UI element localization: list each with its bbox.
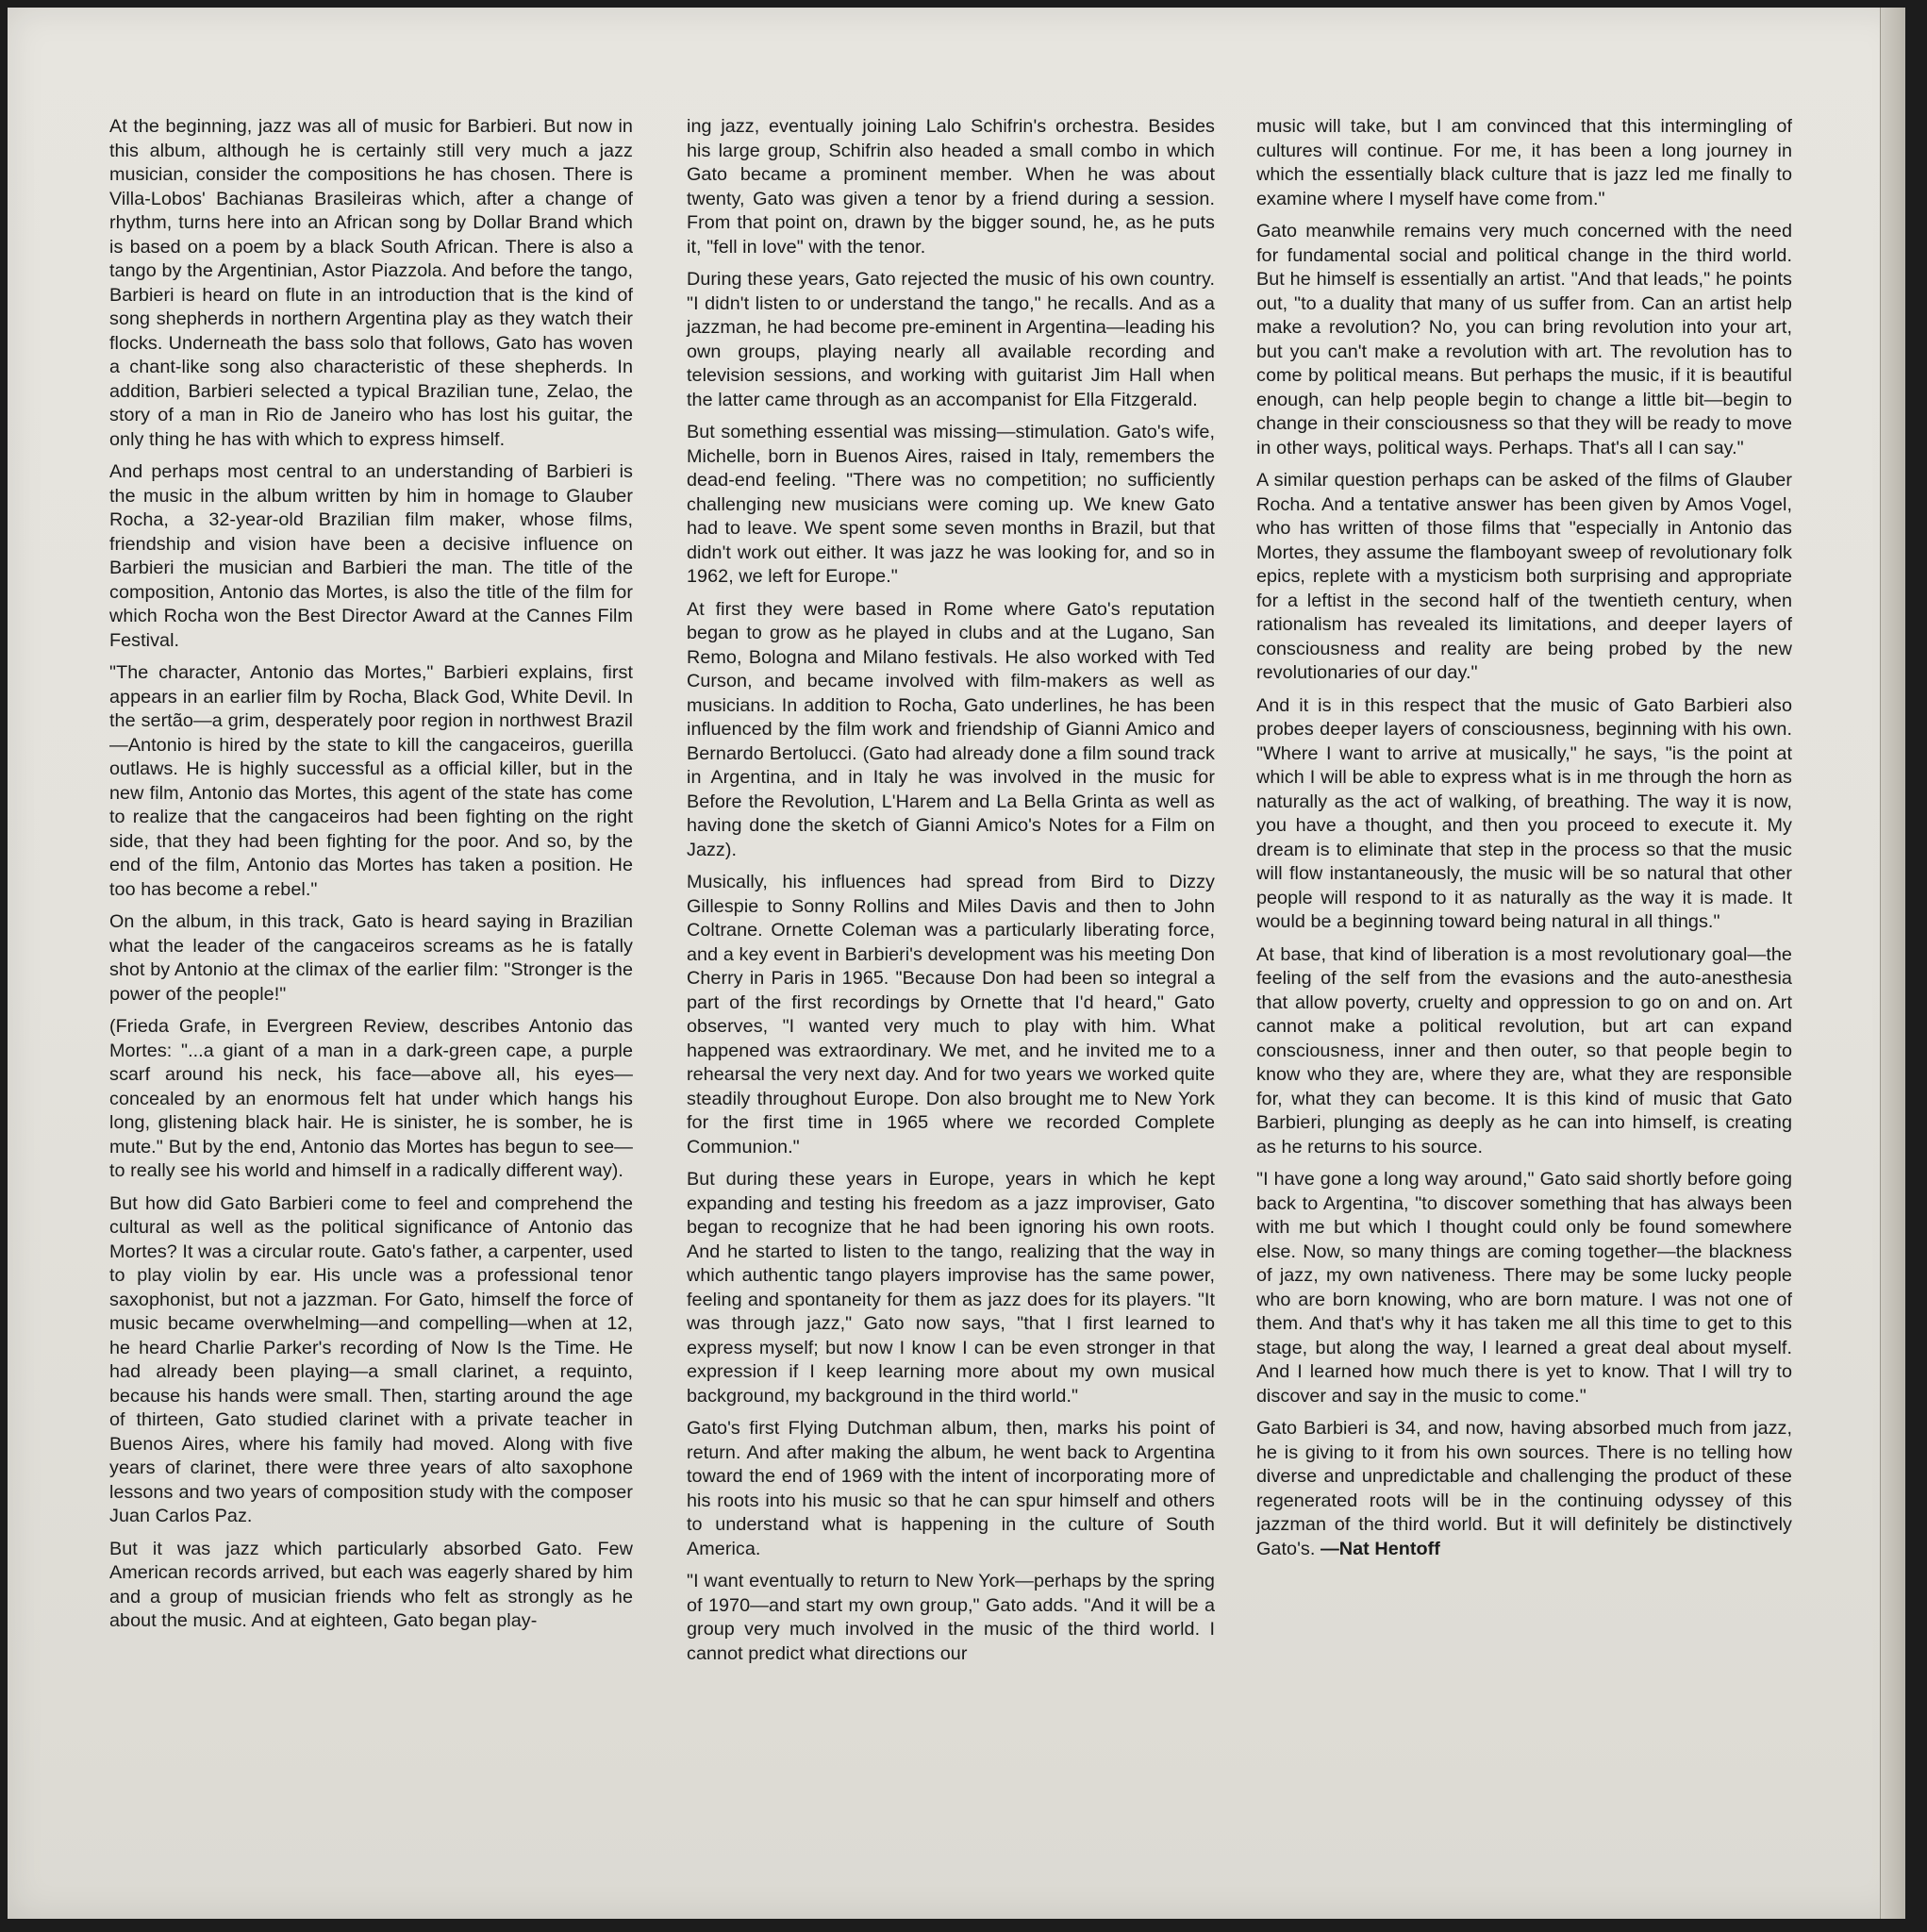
final-paragraph [1256,1417,1792,1561]
author-signoff: —Nat Hentoff [1320,1538,1440,1559]
paragraph: At the beginning, jazz was all of music for Barbieri. But now in this album, although he is certainly still very much a jazz musician, consider the compositions he has chosen. There is Villa-Lobos' Bachianas Brasileiras which, after a change of rhythm, turns here into an African song by Dollar Brand which is based on a poem by a black South African. There is also a tango by the Argentinian, Astor Piazzola. And before the tango, Barbieri is heard on flute in an introduction that is the kind of song shepherds in northern Argentina play as they watch their flocks. Underneath the bass solo that follows, Gato has woven a chant-like song also characteristic of these shepherds. In addition, Barbieri selected a typical Brazilian tune, Zelao, the story of a man in Rio de Janeiro who has lost his guitar, the only thing he has with which to express himself. [109,116,633,450]
album-liner-notes-page [8,8,1905,1919]
paragraph: But during these years in Europe, years in which he kept expanding and testing his freedom as a jazz improviser, Gato began to recognize that he had been ignoring his own roots. And he started to listen to the tango, realizing that the way in which authentic tango players improvise has the same power, feeling and spontaneity for them as jazz does for its players. "It was through jazz," Gato now says, "that I first learned to express myself; but now I know I can be even stronger in that expression if I keep learning more about my own musical background, my background in the third world." [687,1169,1215,1407]
paragraph: At base, that kind of liberation is a most revolutionary goal—the feeling of the self from the evasions and the auto-anesthesia that allow poverty, cruelty and oppression to go on and on. Art cannot make a political revolution, but art can expand consciousness, inner and then outer, so that people begin to know who they are, where they are, what they are responsible for, what they can become. It is this kind of music that Gato Barbieri, plunging as deeply as he can into himself, is creating as he returns to his source. [1256,943,1792,1158]
paragraph: At first they were based in Rome where Gato's reputation began to grow as he played in clubs and at the Lugano, San Remo, Bologna and Milano festivals. He also worked with Ted Curson, and became involved with film-makers as well as musicians. In addition to Rocha, Gato underlines, he has been influenced by the film work and friendship of Gianni Amico and Bernardo Bertolucci. (Gato had already done a film sound track in Argentina, and in Italy he was involved in the music for Before the Revolution, L'Harem and La Bella Grinta as well as having done the sketch of Gianni Amico's Notes for a Film on Jazz). [687,598,1215,860]
column-1 [109,115,633,1642]
column-2 [687,115,1215,1674]
paragraph: "I have gone a long way around," Gato said shortly before going back to Argentina, "to discover something that has always been with me but which I thought could only be found somewhere else. Now, so many things are coming together—the blackness of jazz, my own nativeness. There may be some lucky people who are born knowing, who are born mature. I was not one of them. And that's why it has taken me all this time to get to this stage, but along the way, I learned a great deal about myself. And I learned how much there is yet to know. That I will try to discover and say in the music to come." [1256,1169,1792,1407]
paragraph: "The character, Antonio das Mortes," Barbieri explains, first appears in an earlier film by Rocha, Black God, White Devil. In the sertão—a grim, desperately poor region in northwest Brazil—Antonio is hired by the state to kill the cangaceiros, guerilla outlaws. He is highly successful as a official killer, but in the new film, Antonio das Mortes, this agent of the state has come to realize that the cangaceiros had been fighting on the right side, that they had been fighting for the poor. And so, by the end of the film, Antonio das Mortes has taken a position. He too has become a rebel." [109,662,633,900]
paragraph: But how did Gato Barbieri come to feel and comprehend the cultural as well as the political significance of Antonio das Mortes? It was a circular route. Gato's father, a carpenter, used to play violin by ear. His uncle was a professional tenor saxophonist, but not a jazzman. For Gato, himself the force of music became overwhelming—and compelling—when at 12, he heard Charlie Parker's recording of Now Is the Time. He had already been playing—a small clarinet, a requinto, because his hands were small. Then, starting around the age of thirteen, Gato studied clarinet with a private teacher in Buenos Aires, where his family had moved. Along with five years of clarinet, there were three years of alto saxophone lessons and two years of composition study with the composer Juan Carlos Paz. [109,1192,633,1526]
paragraph: A similar question perhaps can be asked of the films of Glauber Rocha. And a tentative answer has been given by Amos Vogel, who has written of those films that "especially in Antonio das Mortes, they assume the flamboyant sweep of revolutionary folk epics, replete with a mysticism both surprising and appropriate for a leftist in the second half of the twentieth century, when rationalism has revealed its limitations, and deeper layers of consciousness and reality are being probed by the new revolutionaries of our day." [1256,470,1792,683]
paragraph: "I want eventually to return to New York—perhaps by the spring of 1970—and start my own group," Gato adds. "And it will be a group very much involved in the music of the third world. I cannot predict what directions our [687,1571,1215,1664]
column-3 [1256,115,1792,1570]
paragraph: ing jazz, eventually joining Lalo Schifrin's orchestra. Besides his large group, Schifrin also headed a small combo in which Gato became a prominent member. When he was about twenty, Gato was given a tenor by a friend during a session. From that point on, drawn by the bigger sound, he, as he puts it, "fell in love" with the tenor. [687,116,1215,258]
paragraph: But it was jazz which particularly absorbed Gato. Few American records arrived, but each was eagerly shared by him and a group of musician friends who felt as strongly as he about the music. And at eighteen, Gato began play- [109,1538,633,1631]
paragraph: During these years, Gato rejected the music of his own country. "I didn't listen to or understand the tango," he recalls. And as a jazzman, he had become pre-eminent in Argentina—leading his own groups, playing nearly all available recording and television sessions, and working with guitarist Jim Hall when the latter came through as an accompanist for Ella Fitzgerald. [687,269,1215,410]
paragraph: On the album, in this track, Gato is heard saying in Brazilian what the leader of the cangaceiros screams as he is fatally shot by Antonio at the climax of the earlier film: "Stronger is the power of the people!" [109,911,633,1005]
paragraph: Musically, his influences had spread from Bird to Dizzy Gillespie to Sonny Rollins and Miles Davis and then to John Coltrane. Ornette Coleman was a particularly liberating force, and a key event in Barbieri's development was his meeting Don Cherry in Paris in 1965. "Because Don had been so integral a part of the first recordings by Ornette that I'd heard," Gato observes, "I wanted very much to play with him. What happened was extraordinary. We met, and he invited me to a rehearsal the very next day. And for two years we worked quite steadily throughout Europe. Don also brought me to New York for the first time in 1965 where we recorded Complete Communion." [687,872,1215,1158]
paragraph: Gato meanwhile remains very much concerned with the need for fundamental social and political change in the third world. But he himself is essentially an artist. "And that leads," he points out, "to a duality that many of us suffer from. Can an artist help make a revolution? No, you can bring revolution into your art, but you can't make a revolution with art. The revolution has to come by political means. But perhaps the music, if it is beautiful enough, can help people begin to change a little bit—begin to change in their consciousness so that they will be ready to move in other ways, political ways. Perhaps. That's all I can say." [1256,221,1792,458]
paragraph: music will take, but I am convinced that this intermingling of cultures will continue. For me, it has been a long journey in which the essentially black culture that is jazz led me finally to examine where I myself have come from." [1256,116,1792,209]
paragraph-text: Gato Barbieri is 34, and now, having absorbed much from jazz, he is giving to it from his own sources. There is no telling how diverse and unpredictable and challenging the product of these regenerated roots will be in the continuing odyssey of this jazzman of the third world. But it will definitely be distinctively Gato's. [1256,1418,1792,1559]
paragraph: But something essential was missing—stimulation. Gato's wife, Michelle, born in Buenos Aires, raised in Italy, remembers the dead-end feeling. "There was no competition; no sufficiently challenging new musicians were coming up. We knew Gato had to leave. We spent some seven months in Brazil, but that didn't work out either. It was jazz he was looking for, and so in 1962, we left for Europe." [687,422,1215,587]
paragraph: And perhaps most central to an understanding of Barbieri is the music in the album written by him in homage to Glauber Rocha, a 32-year-old Brazilian film maker, whose films, friendship and vision have been a decisive influence on Barbieri the musician and Barbieri the man. The title of the composition, Antonio das Mortes, is also the title of the film for which Rocha won the Best Director Award at the Cannes Film Festival. [109,461,633,651]
paragraph: And it is in this respect that the music of Gato Barbieri also probes deeper layers of consciousness, beginning with his own. "Where I want to arrive at musically," he says, "is the point at which I will be able to express what is in me through the horn as naturally as the act of walking, of breathing. The way it is now, you have a thought, and then you proceed to execute it. My dream is to eliminate that step in the process so that the music will flow instantaneously, the music will be so natural that other people will respond to it as naturally as the way it is made. It would be a beginning toward being natural in all things." [1256,694,1792,932]
sleeve-edge [1880,8,1905,1919]
paragraph: Gato's first Flying Dutchman album, then, marks his point of return. And after making the album, he went back to Argentina toward the end of 1969 with the intent of incorporating more of his roots into his music so that he can spur himself and others to understand what is happening in the culture of South America. [687,1418,1215,1559]
paragraph: (Frieda Grafe, in Evergreen Review, describes Antonio das Mortes: "...a giant of a man in a dark-green cape, a purple scarf around his neck, his face—above all, his eyes—concealed by an enormous felt hat under which hangs his long, glistening black hair. He is sinister, he is somber, he is mute." But by the end, Antonio das Mortes has begun to see—to really see his world and himself in a radically different way). [109,1016,633,1181]
